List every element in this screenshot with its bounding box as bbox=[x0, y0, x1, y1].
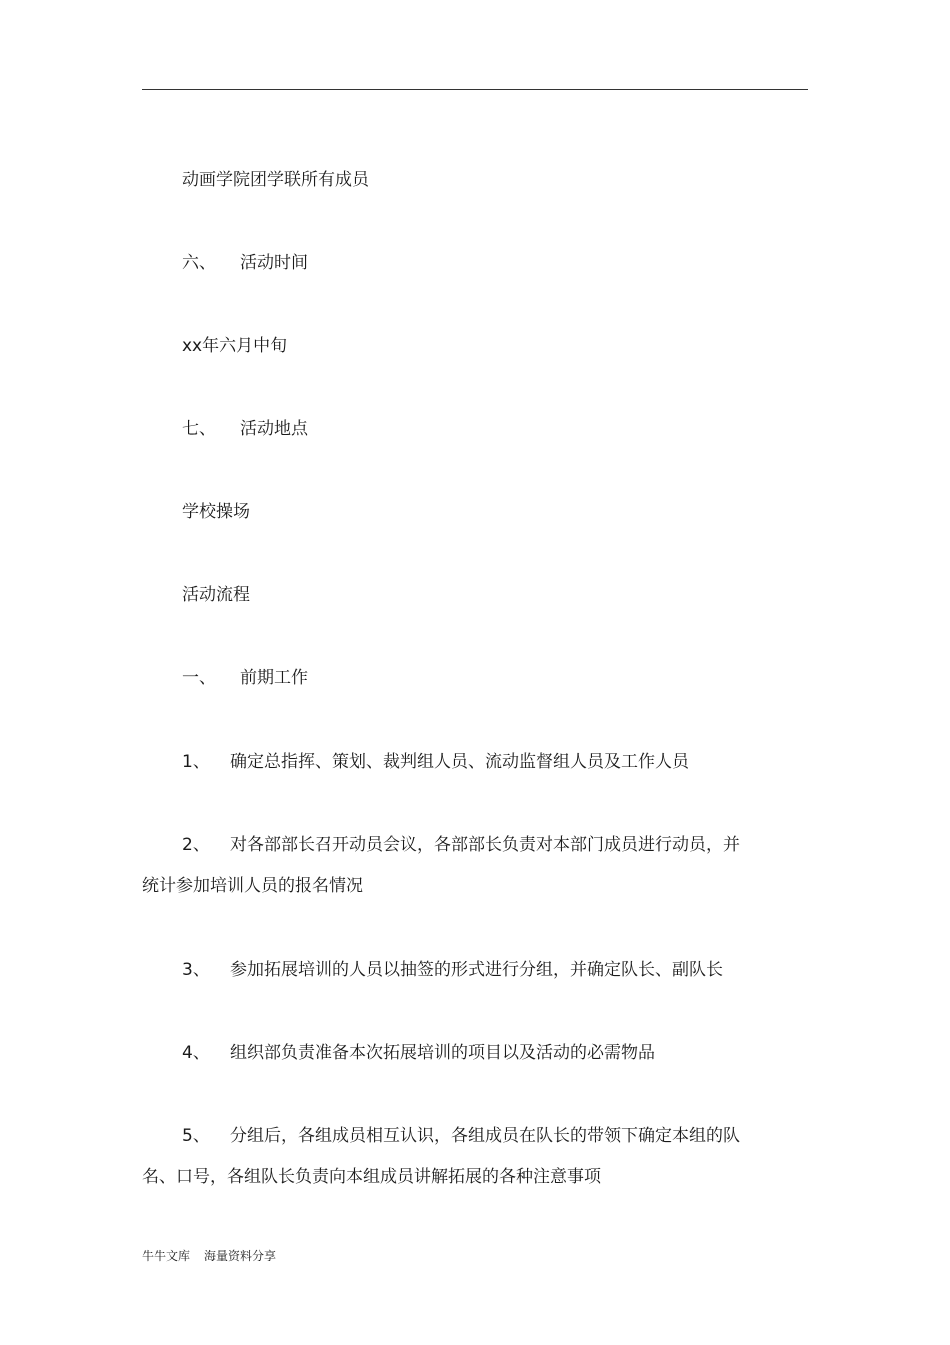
list-item bbox=[182, 1124, 740, 1148]
list-item bbox=[182, 833, 740, 857]
item-text: 分组后，各组成员相互认识，各组成员在队长的带领下确定本组的队 bbox=[230, 1126, 740, 1146]
footer-slogan: 海量资料分享 bbox=[204, 1249, 277, 1263]
item-continuation: 统计参加培训人员的报名情况 bbox=[142, 876, 363, 896]
section-heading-preparation bbox=[182, 666, 308, 690]
section-number: 一、 bbox=[182, 668, 216, 688]
item-continuation: 名、口号，各组队长负责向本组成员讲解拓展的各种注意事项 bbox=[142, 1167, 601, 1187]
page-footer bbox=[142, 1248, 276, 1264]
item-text: 对各部部长召开动员会议，各部部长负责对本部门成员进行动员，并 bbox=[230, 835, 740, 855]
header-rule bbox=[142, 89, 808, 90]
section-heading-time bbox=[182, 251, 308, 275]
item-number: 2、 bbox=[182, 835, 210, 855]
list-item bbox=[182, 1041, 655, 1065]
list-item bbox=[182, 750, 689, 774]
section-number: 六、 bbox=[182, 253, 216, 273]
item-number: 1、 bbox=[182, 752, 210, 772]
item-text: 组织部负责准备本次拓展培训的项目以及活动的必需物品 bbox=[230, 1043, 655, 1063]
section-title: 活动时间 bbox=[240, 253, 308, 273]
item-number: 3、 bbox=[182, 960, 210, 980]
footer-brand: 牛牛文库 bbox=[142, 1249, 191, 1263]
section-number: 七、 bbox=[182, 419, 216, 439]
list-item bbox=[182, 958, 723, 982]
time-text: xx年六月中旬 bbox=[182, 336, 288, 356]
section-heading-location bbox=[182, 417, 308, 441]
item-text: 参加拓展培训的人员以抽签的形式进行分组，并确定队长、副队长 bbox=[230, 960, 723, 980]
participants-text: 动画学院团学联所有成员 bbox=[182, 170, 369, 190]
item-text: 确定总指挥、策划、裁判组人员、流动监督组人员及工作人员 bbox=[230, 752, 689, 772]
process-heading: 活动流程 bbox=[182, 585, 250, 605]
item-number: 5、 bbox=[182, 1126, 210, 1146]
item-number: 4、 bbox=[182, 1043, 210, 1063]
section-title: 前期工作 bbox=[240, 668, 308, 688]
section-title: 活动地点 bbox=[240, 419, 308, 439]
location-text: 学校操场 bbox=[182, 502, 250, 522]
